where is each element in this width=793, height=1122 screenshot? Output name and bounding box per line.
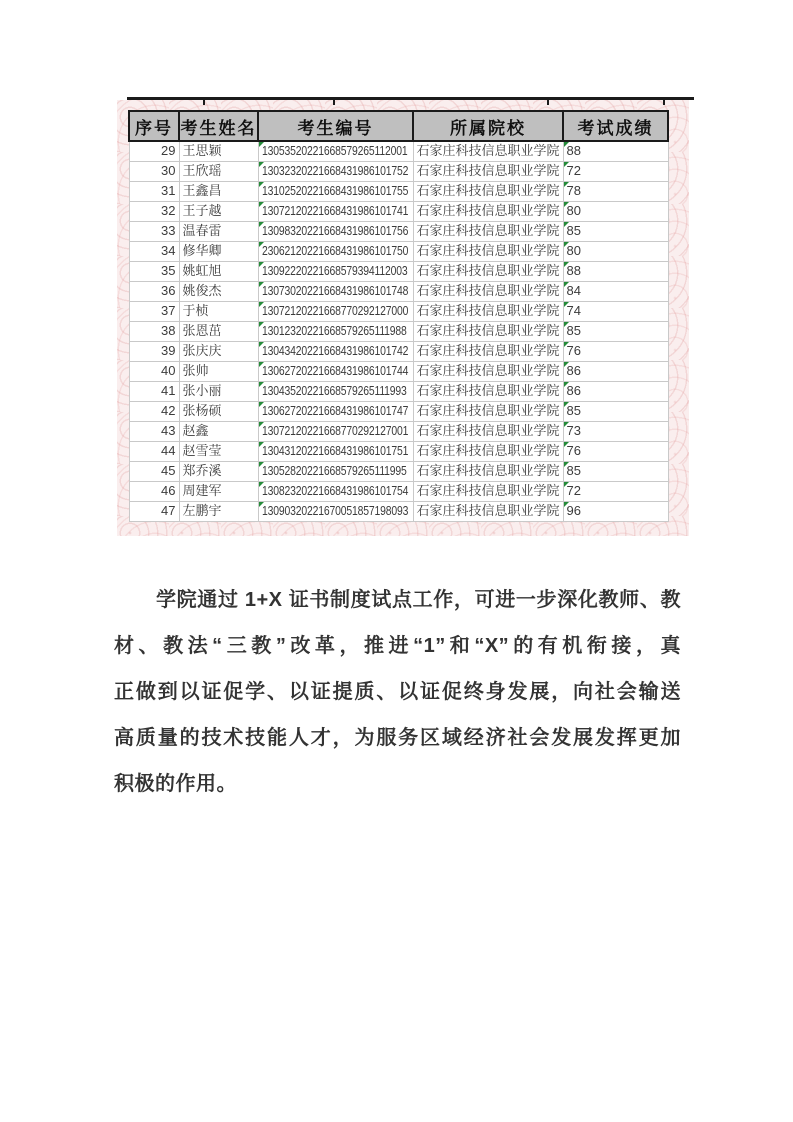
cell-score: 80 [563,241,668,261]
stored-as-text-flag-icon [564,442,569,447]
cell-candidate-name: 修华卿 [179,241,258,261]
cell-index: 41 [129,381,179,401]
cell-index: 42 [129,401,179,421]
cell-index: 37 [129,301,179,321]
stored-as-text-flag-icon [564,162,569,167]
cell-candidate-id: 13062720221668431986101744 [258,361,413,381]
cell-candidate-id: 13072120221668431986101741 [258,201,413,221]
cell-candidate-id: 13098320221668431986101756 [258,221,413,241]
cell-candidate-id: 13062720221668431986101747 [258,401,413,421]
cell-score: 85 [563,221,668,241]
cell-school: 石家庄科技信息职业学院 [413,181,563,201]
cell-score: 88 [563,141,668,161]
cell-score: 76 [563,341,668,361]
table-header-row [129,111,668,141]
cell-score: 74 [563,301,668,321]
table-row [129,141,668,161]
exam-results-table [128,110,669,522]
column-tick-mark [333,100,335,105]
table-row [129,461,668,481]
cell-index: 30 [129,161,179,181]
stored-as-text-flag-icon [564,302,569,307]
stored-as-text-flag-icon [564,462,569,467]
cell-candidate-name: 张庆庆 [179,341,258,361]
column-header-candidate-name: 考生姓名 [179,111,258,141]
stored-as-text-flag-icon [564,342,569,347]
stored-as-text-flag-icon [564,322,569,327]
cell-school: 石家庄科技信息职业学院 [413,261,563,281]
column-tick-mark [663,100,665,105]
cell-school: 石家庄科技信息职业学院 [413,221,563,241]
table-row [129,321,668,341]
cell-score: 85 [563,401,668,421]
cell-school: 石家庄科技信息职业学院 [413,241,563,261]
cell-candidate-id: 23062120221668431986101750 [258,241,413,261]
cell-candidate-id: 13092220221668579394112003 [258,261,413,281]
cell-school: 石家庄科技信息职业学院 [413,301,563,321]
cell-score: 76 [563,441,668,461]
cell-candidate-id: 13043520221668579265111993 [258,381,413,401]
stored-as-text-flag-icon [564,202,569,207]
cell-score: 86 [563,381,668,401]
cell-candidate-name: 张帅 [179,361,258,381]
cell-candidate-name: 王子越 [179,201,258,221]
table-row [129,261,668,281]
cell-school: 石家庄科技信息职业学院 [413,161,563,181]
table-row [129,401,668,421]
table-row [129,161,668,181]
stored-as-text-flag-icon [564,482,569,487]
cell-index: 34 [129,241,179,261]
table-row [129,301,668,321]
cell-candidate-id: 13052820221668579265111995 [258,461,413,481]
cell-candidate-id: 13072120221668770292127001 [258,421,413,441]
stored-as-text-flag-icon [564,182,569,187]
cell-school: 石家庄科技信息职业学院 [413,361,563,381]
previous-table-bottom-border [127,97,694,100]
table-row [129,281,668,301]
stored-as-text-flag-icon [564,502,569,507]
paragraph-line: 材、教法“三教”改革，推进“1”和“X”的有机衔接，真 [114,635,681,657]
cell-candidate-name: 张小丽 [179,381,258,401]
cell-index: 39 [129,341,179,361]
table-row [129,181,668,201]
cell-candidate-name: 王欣瑶 [179,161,258,181]
cell-candidate-name: 左鹏宇 [179,501,258,521]
cell-school: 石家庄科技信息职业学院 [413,141,563,161]
cell-school: 石家庄科技信息职业学院 [413,381,563,401]
cell-index: 40 [129,361,179,381]
cell-candidate-id: 13053520221668579265112001 [258,141,413,161]
table-row [129,481,668,501]
cell-candidate-id: 13073020221668431986101748 [258,281,413,301]
cell-candidate-name: 姚虹旭 [179,261,258,281]
stored-as-text-flag-icon [564,262,569,267]
cell-candidate-id: 13043120221668431986101751 [258,441,413,461]
cell-score: 72 [563,481,668,501]
cell-score: 84 [563,281,668,301]
table-row [129,441,668,461]
cell-score: 88 [563,261,668,281]
column-header-index: 序号 [129,111,179,141]
cell-index: 36 [129,281,179,301]
paragraph-line: 积极的作用。 [114,773,237,795]
paragraph-line: 高质量的技术技能人才，为服务区域经济社会发展发挥更加 [114,727,681,749]
cell-candidate-name: 于桢 [179,301,258,321]
table-row [129,221,668,241]
cell-candidate-name: 赵鑫 [179,421,258,441]
cell-school: 石家庄科技信息职业学院 [413,461,563,481]
table-row [129,501,668,521]
cell-index: 33 [129,221,179,241]
cell-candidate-id: 13102520221668431986101755 [258,181,413,201]
cell-candidate-name: 张杨硕 [179,401,258,421]
cell-index: 45 [129,461,179,481]
cell-index: 29 [129,141,179,161]
stored-as-text-flag-icon [564,242,569,247]
column-header-school: 所属院校 [413,111,563,141]
column-header-score: 考试成绩 [563,111,668,141]
column-tick-mark [547,100,549,105]
stored-as-text-flag-icon [564,282,569,287]
cell-school: 石家庄科技信息职业学院 [413,321,563,341]
paragraph-line: 学院通过 1+X 证书制度试点工作，可进一步深化教师、教 [156,589,681,611]
cell-candidate-name: 张恩茁 [179,321,258,341]
cell-index: 32 [129,201,179,221]
paragraph-line: 正做到以证促学、以证提质、以证促终身发展，向社会输送 [114,681,681,703]
cell-score: 86 [563,361,668,381]
cell-index: 44 [129,441,179,461]
cell-index: 35 [129,261,179,281]
cell-score: 85 [563,321,668,341]
cell-candidate-id: 13082320221668431986101754 [258,481,413,501]
cell-index: 46 [129,481,179,501]
cell-school: 石家庄科技信息职业学院 [413,341,563,361]
cell-school: 石家庄科技信息职业学院 [413,281,563,301]
stored-as-text-flag-icon [564,362,569,367]
cell-candidate-name: 赵雪莹 [179,441,258,461]
cell-score: 96 [563,501,668,521]
column-tick-mark [203,100,205,105]
cell-candidate-id: 13090320221670051857198093 [258,501,413,521]
cell-index: 38 [129,321,179,341]
cell-candidate-id: 13032320221668431986101752 [258,161,413,181]
cell-school: 石家庄科技信息职业学院 [413,481,563,501]
cell-score: 72 [563,161,668,181]
table-row [129,201,668,221]
table-row [129,361,668,381]
stored-as-text-flag-icon [564,422,569,427]
cell-candidate-name: 姚俊杰 [179,281,258,301]
cell-candidate-name: 郑乔溪 [179,461,258,481]
stored-as-text-flag-icon [564,382,569,387]
table-row [129,381,668,401]
table-row [129,241,668,261]
cell-score: 85 [563,461,668,481]
cell-score: 78 [563,181,668,201]
cell-candidate-id: 13072120221668770292127000 [258,301,413,321]
cell-school: 石家庄科技信息职业学院 [413,441,563,461]
cell-school: 石家庄科技信息职业学院 [413,201,563,221]
cell-candidate-id: 13043420221668431986101742 [258,341,413,361]
cell-index: 43 [129,421,179,441]
stored-as-text-flag-icon [564,222,569,227]
stored-as-text-flag-icon [564,402,569,407]
cell-score: 73 [563,421,668,441]
stored-as-text-flag-icon [564,142,569,147]
cell-school: 石家庄科技信息职业学院 [413,401,563,421]
body-paragraph [114,577,681,807]
cell-candidate-name: 温春雷 [179,221,258,241]
cell-school: 石家庄科技信息职业学院 [413,501,563,521]
cell-candidate-name: 王思颖 [179,141,258,161]
column-header-candidate-id: 考生编号 [258,111,413,141]
cell-index: 31 [129,181,179,201]
cell-school: 石家庄科技信息职业学院 [413,421,563,441]
cell-candidate-name: 王鑫昌 [179,181,258,201]
cell-score: 80 [563,201,668,221]
cell-candidate-id: 13012320221668579265111988 [258,321,413,341]
cell-index: 47 [129,501,179,521]
table-row [129,421,668,441]
table-body [129,141,668,521]
table-row [129,341,668,361]
cell-candidate-name: 周建军 [179,481,258,501]
